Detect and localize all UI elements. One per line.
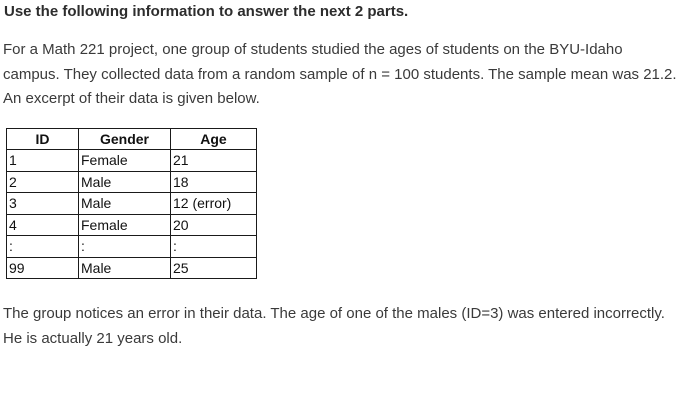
cell-age: 12 (error): [171, 193, 257, 215]
cell-age: 25: [171, 257, 257, 279]
table-row: [7, 257, 257, 279]
cell-id: 3: [7, 193, 79, 215]
table-row: [7, 193, 257, 215]
cell-gender: Female: [79, 150, 171, 172]
cell-age: 20: [171, 214, 257, 236]
cell-age: 18: [171, 171, 257, 193]
cell-id: 4: [7, 214, 79, 236]
data-table: [6, 128, 257, 279]
cell-age: :: [171, 236, 257, 258]
cell-gender: Male: [79, 257, 171, 279]
header-age: Age: [171, 129, 257, 150]
error-note-paragraph: The group notices an error in their data. The age of one of the males (ID=3) was entered incorrectly. He is actually 21 years old.: [3, 305, 665, 347]
table-row: [7, 150, 257, 172]
question-heading: Use the following information to answer the next 2 parts.: [4, 3, 409, 20]
cell-gender: Female: [79, 214, 171, 236]
table-header-row: [7, 129, 257, 150]
cell-gender: :: [79, 236, 171, 258]
table-row: [7, 214, 257, 236]
header-gender: Gender: [79, 129, 171, 150]
header-id: ID: [7, 129, 79, 150]
table-row-ellipsis: [7, 236, 257, 258]
table-row: [7, 171, 257, 193]
cell-id: 99: [7, 257, 79, 279]
cell-age: 21: [171, 150, 257, 172]
cell-id: 2: [7, 171, 79, 193]
cell-gender: Male: [79, 171, 171, 193]
cell-id: :: [7, 236, 79, 258]
cell-id: 1: [7, 150, 79, 172]
cell-gender: Male: [79, 193, 171, 215]
intro-paragraph: For a Math 221 project, one group of students studied the ages of students on the BYU-Idaho campus. They collected data from a random sample of n = 100 students. The sample mean was 21.2. An excerpt of their data is given below.: [3, 41, 677, 107]
